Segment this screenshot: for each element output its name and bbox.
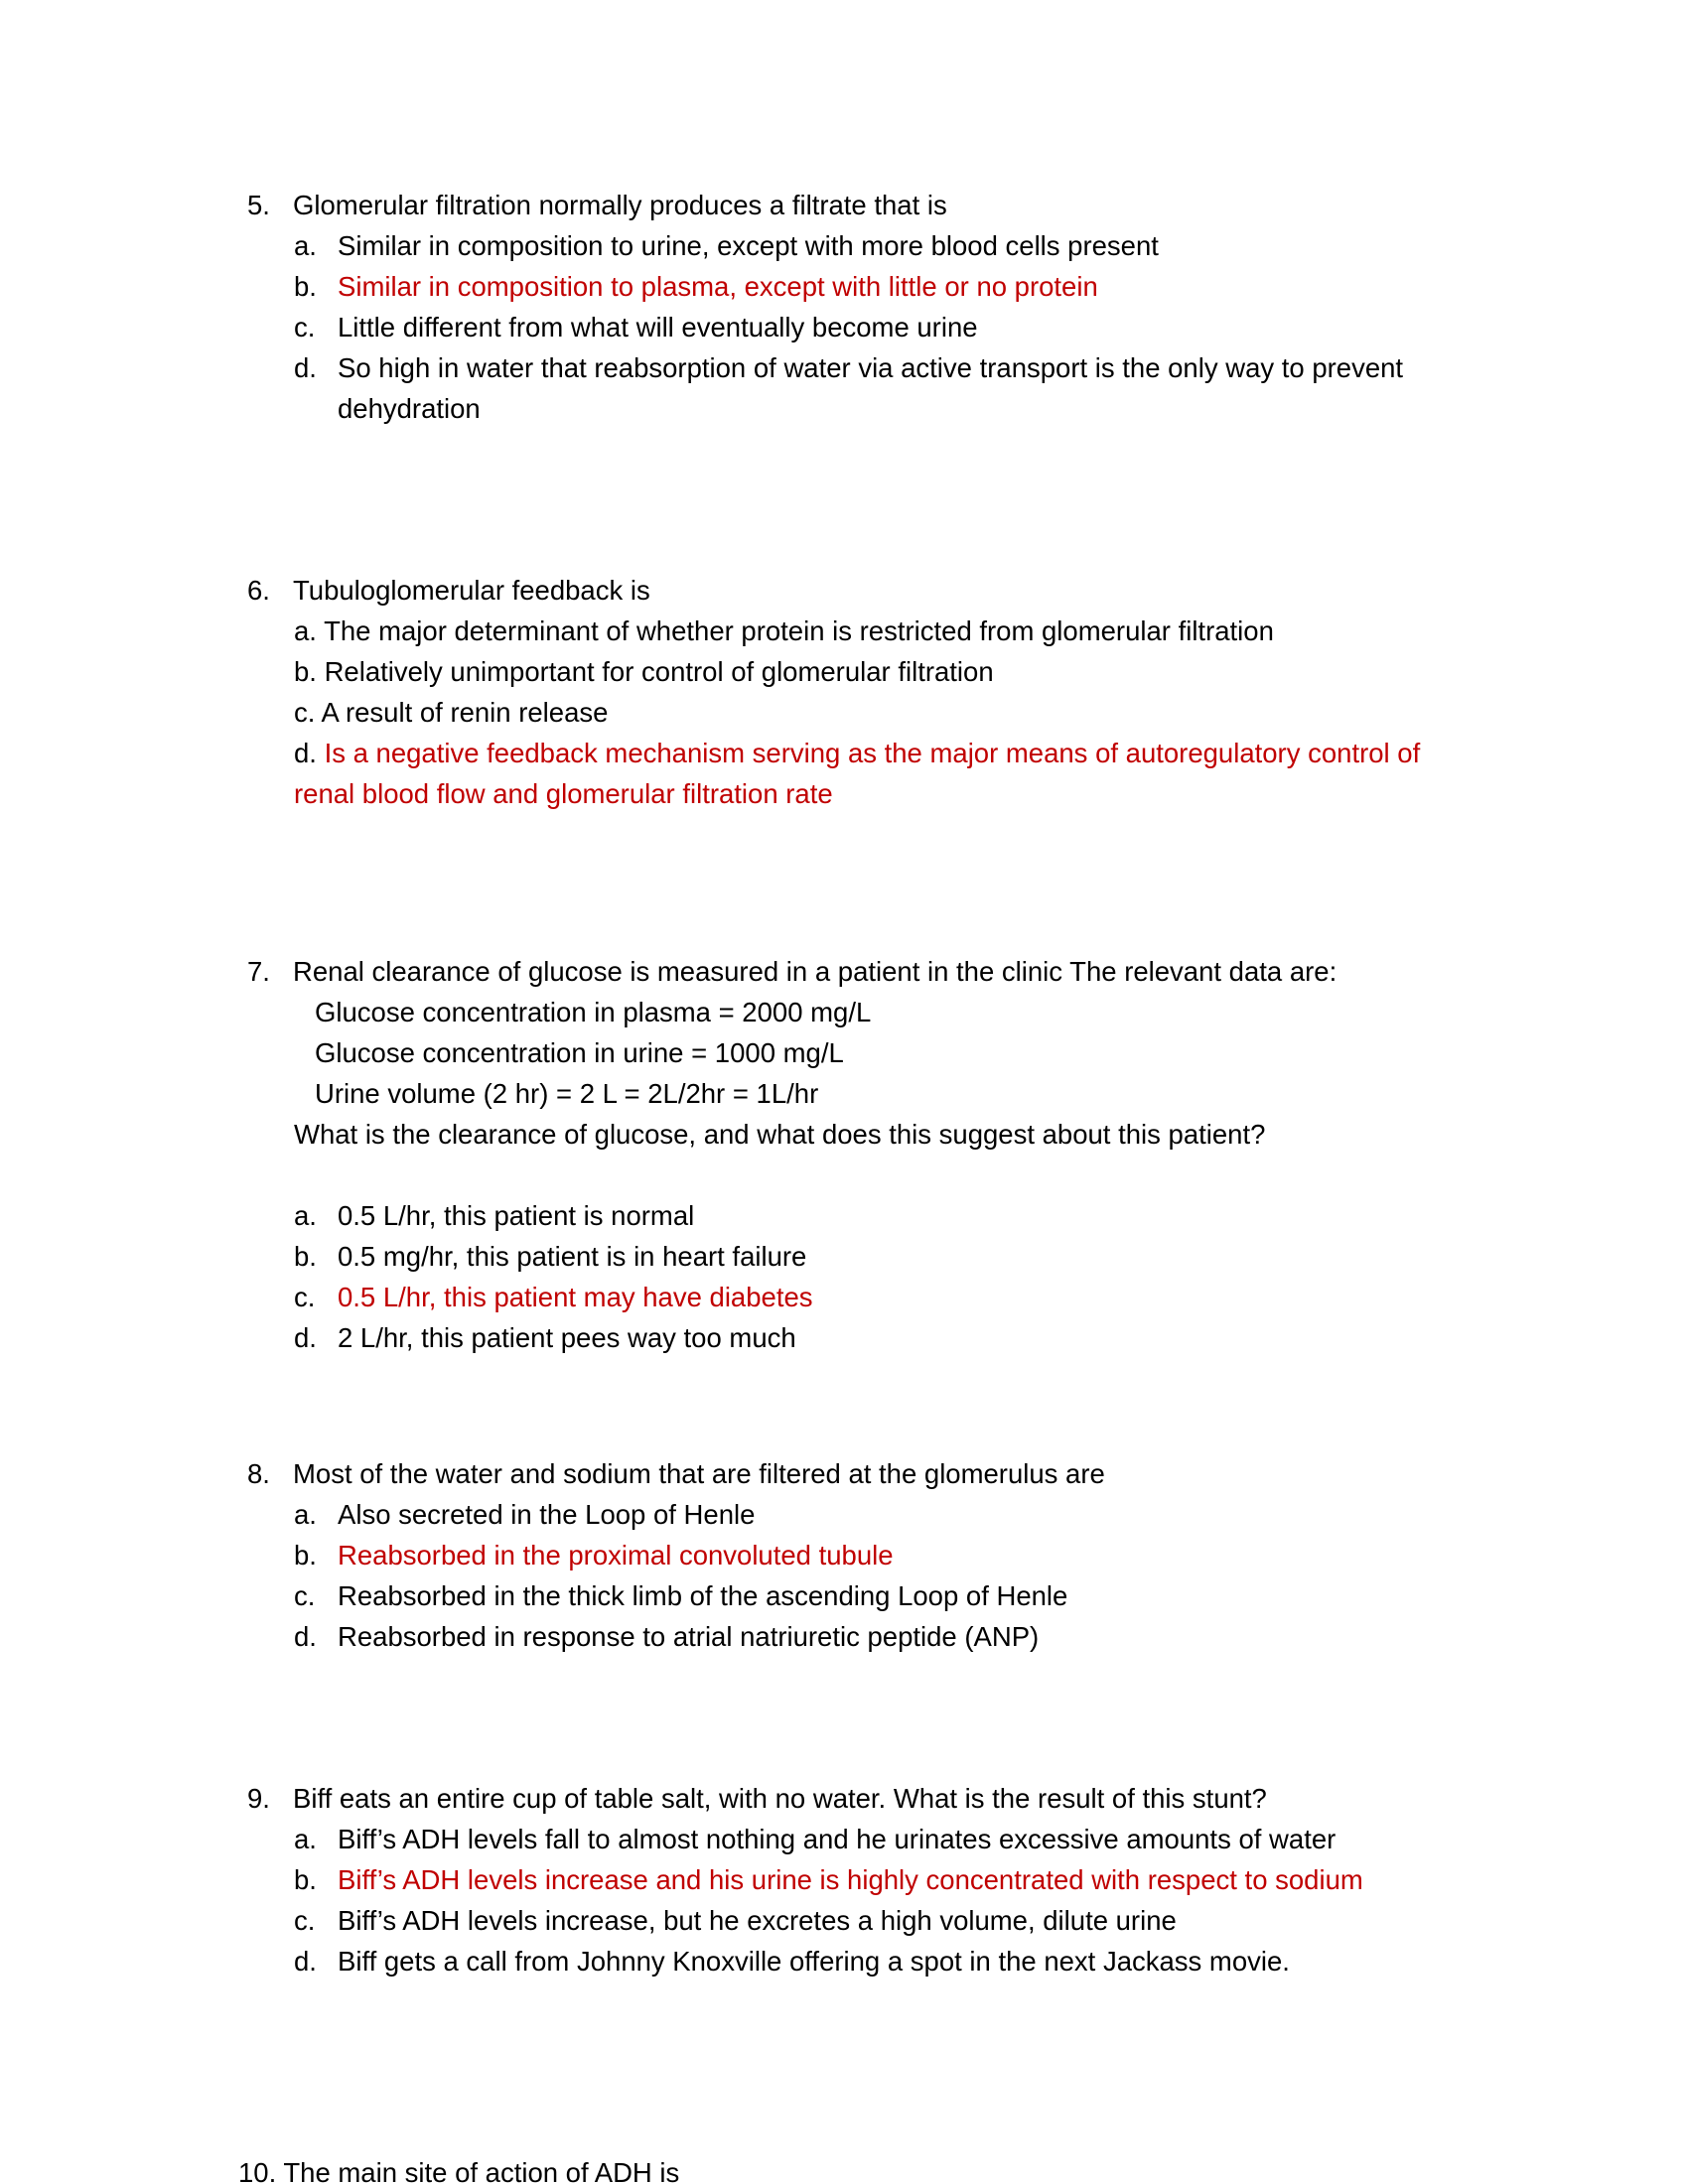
question-data-line [238, 992, 1445, 1032]
inline-spacer [238, 1155, 1445, 1195]
prompt-text: What is the clearance of glucose, and what does this suggest about this patient? [294, 1119, 1266, 1150]
option-letter: b. [294, 271, 317, 302]
option-text-answer: 0.5 L/hr, this patient may have diabetes [338, 1282, 813, 1312]
option-row[interactable] [238, 1859, 1445, 1900]
option-row[interactable] [238, 266, 1445, 307]
option-text: 0.5 mg/hr, this patient is in heart failure [338, 1241, 807, 1272]
option-letter: c. [294, 1282, 316, 1312]
option-row[interactable] [238, 1819, 1445, 1859]
option-row[interactable] [238, 1535, 1445, 1575]
option-row[interactable] [238, 733, 1445, 814]
question-stem-text: Most of the water and sodium that are filtered at the glomerulus are [293, 1458, 1105, 1489]
option-row[interactable] [238, 1941, 1445, 1981]
option-text: 0.5 L/hr, this patient is normal [338, 1200, 695, 1231]
question-number: 9. [247, 1783, 270, 1814]
option-letter: d. [294, 1621, 317, 1652]
question-stem-row [238, 1778, 1445, 1819]
data-line-text: Urine volume (2 hr) = 2 L = 2L/2hr = 1L/hr [315, 1078, 819, 1109]
question-number: 7. [247, 956, 270, 987]
option-text: Reabsorbed in response to atrial natriuretic peptide (ANP) [338, 1621, 1040, 1652]
option-row[interactable] [238, 1236, 1445, 1277]
option-text: Also secreted in the Loop of Henle [338, 1499, 756, 1530]
option-row[interactable] [238, 1277, 1445, 1317]
option-text: Biff gets a call from Johnny Knoxville offering a spot in the next Jackass movie. [338, 1946, 1290, 1977]
option-letter: a. [294, 1200, 317, 1231]
question-block-6 [238, 570, 1445, 814]
block-spacer [238, 429, 1445, 524]
question-data-line [238, 1073, 1445, 1114]
option-letter: a. [294, 1824, 317, 1854]
data-line-text: Glucose concentration in plasma = 2000 mg/L [315, 997, 872, 1027]
option-letter: d. [294, 1322, 317, 1353]
question-number: 5. [247, 190, 270, 220]
option-letter: c. [294, 1580, 316, 1611]
option-row[interactable] [238, 611, 1445, 651]
block-spacer [238, 1752, 1445, 1778]
option-row[interactable] [238, 307, 1445, 347]
option-row[interactable] [238, 1900, 1445, 1941]
option-text: 2 L/hr, this patient pees way too much [338, 1322, 796, 1353]
option-text: Reabsorbed in the thick limb of the ascending Loop of Henle [338, 1580, 1068, 1611]
question-stem-row [238, 2152, 1445, 2184]
option-letter: b. [294, 1241, 317, 1272]
question-number: 8. [247, 1458, 270, 1489]
option-letter: b. [294, 1864, 317, 1895]
question-stem-row [238, 951, 1445, 992]
option-text: Biff’s ADH levels increase, but he excretes a high volume, dilute urine [338, 1905, 1177, 1936]
block-spacer [238, 909, 1445, 951]
question-stem-text: Renal clearance of glucose is measured in a patient in the clinic The relevant data are: [293, 956, 1337, 987]
question-stem-row [238, 1453, 1445, 1494]
option-text: Similar in composition to urine, except with more blood cells present [338, 230, 1159, 261]
block-spacer [238, 814, 1445, 909]
option-letter: d. [294, 738, 325, 768]
option-text: b. Relatively unimportant for control of glomerular filtration [294, 656, 994, 687]
question-block-5 [238, 185, 1445, 429]
option-text-answer: Reabsorbed in the proximal convoluted tubule [338, 1540, 894, 1570]
block-spacer [238, 1358, 1445, 1453]
option-text: Little different from what will eventually become urine [338, 312, 978, 342]
option-letter: a. [294, 1499, 317, 1530]
option-row[interactable] [238, 692, 1445, 733]
option-row[interactable] [238, 651, 1445, 692]
option-text: Biff’s ADH levels fall to almost nothing and he urinates excessive amounts of water [338, 1824, 1336, 1854]
question-number: 6. [247, 575, 270, 606]
option-text: So high in water that reabsorption of water via active transport is the only way to prevent dehydration [338, 352, 1404, 424]
option-row[interactable] [238, 1616, 1445, 1657]
option-row[interactable] [238, 225, 1445, 266]
option-row[interactable] [238, 1317, 1445, 1358]
question-block-8 [238, 1453, 1445, 1657]
block-spacer [238, 524, 1445, 570]
question-stem-row [238, 570, 1445, 611]
question-stem-text: Tubuloglomerular feedback is [293, 575, 650, 606]
question-block-9 [238, 1778, 1445, 1981]
question-stem-text: 10. The main site of action of ADH is [238, 2157, 680, 2184]
option-text-answer: Is a negative feedback mechanism serving as the major means of autoregulatory control of renal blood flow and glomerular filtration rate [294, 738, 1421, 809]
block-spacer [238, 1981, 1445, 2077]
question-stem-text: Biff eats an entire cup of table salt, with no water. What is the result of this stunt? [293, 1783, 1267, 1814]
question-data-line [238, 1032, 1445, 1073]
question-prompt-line [238, 1114, 1445, 1155]
question-stem-text: Glomerular filtration normally produces a filtrate that is [293, 190, 947, 220]
quiz-content [238, 185, 1445, 2184]
option-row[interactable] [238, 1494, 1445, 1535]
option-letter: c. [294, 1905, 316, 1936]
option-row[interactable] [238, 1195, 1445, 1236]
option-row[interactable] [238, 347, 1445, 429]
option-letter: d. [294, 1946, 317, 1977]
option-row[interactable] [238, 1575, 1445, 1616]
option-text: a. The major determinant of whether protein is restricted from glomerular filtration [294, 615, 1274, 646]
option-text-answer: Biff’s ADH levels increase and his urine is highly concentrated with respect to sodium [338, 1864, 1363, 1895]
block-spacer [238, 1657, 1445, 1752]
option-text: c. A result of renin release [294, 697, 609, 728]
option-letter: a. [294, 230, 317, 261]
question-stem-row [238, 185, 1445, 225]
option-text-answer: Similar in composition to plasma, except with little or no protein [338, 271, 1098, 302]
data-line-text: Glucose concentration in urine = 1000 mg/L [315, 1037, 844, 1068]
question-block-7 [238, 951, 1445, 1358]
option-letter: b. [294, 1540, 317, 1570]
option-letter: c. [294, 312, 316, 342]
block-spacer [238, 2077, 1445, 2152]
question-block-10 [238, 2152, 1445, 2184]
option-letter: d. [294, 352, 317, 383]
